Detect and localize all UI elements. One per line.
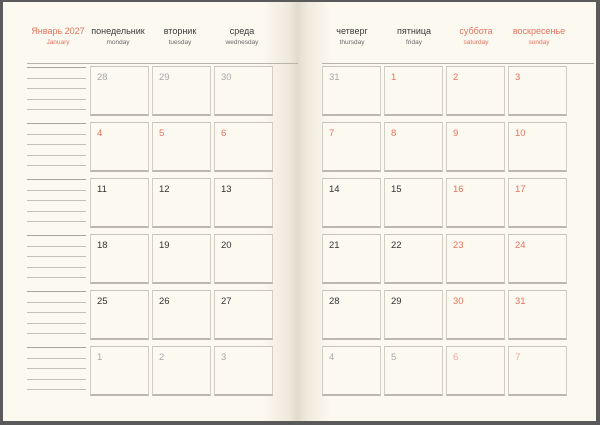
notes-line	[27, 109, 86, 110]
day-cell[interactable]	[508, 122, 567, 172]
day-cell[interactable]	[508, 290, 567, 340]
day-cell[interactable]	[384, 66, 443, 116]
day-number: 26	[159, 296, 170, 307]
day-cell[interactable]	[322, 178, 381, 228]
day-number: 31	[329, 72, 340, 83]
day-cell[interactable]	[384, 346, 443, 396]
notes-line	[27, 246, 86, 247]
day-cell[interactable]	[214, 234, 273, 284]
notes-line	[27, 78, 86, 79]
day-number: 7	[329, 128, 335, 139]
notes-line	[27, 221, 86, 222]
weekday-name-en: monday	[106, 39, 130, 46]
day-number: 10	[515, 128, 526, 139]
day-number: 2	[159, 352, 165, 363]
weekday-header-friday	[383, 26, 445, 47]
day-cell[interactable]	[384, 290, 443, 340]
day-number: 4	[97, 128, 103, 139]
notes-line	[27, 211, 86, 212]
month-title: Январь 2027	[31, 26, 85, 36]
day-number: 5	[391, 352, 397, 363]
day-cell[interactable]	[384, 178, 443, 228]
day-cell[interactable]	[446, 122, 505, 172]
notes-line	[27, 333, 86, 334]
weekday-header-monday	[87, 26, 149, 47]
notes-line	[27, 389, 86, 390]
day-cell[interactable]	[90, 122, 149, 172]
weekday-header-wednesday	[211, 26, 273, 47]
day-cell[interactable]	[152, 66, 211, 116]
day-cell[interactable]	[322, 290, 381, 340]
day-cell[interactable]	[322, 234, 381, 284]
day-number: 28	[329, 296, 340, 307]
day-number: 6	[453, 352, 459, 363]
day-cell[interactable]	[322, 346, 381, 396]
notes-line	[27, 123, 86, 124]
day-cell[interactable]	[446, 346, 505, 396]
day-number: 8	[391, 128, 397, 139]
notes-line	[27, 67, 86, 68]
day-cell[interactable]	[446, 290, 505, 340]
day-number: 28	[97, 72, 108, 83]
day-number: 6	[221, 128, 227, 139]
day-cell[interactable]	[322, 66, 381, 116]
notes-line	[27, 190, 86, 191]
weekday-header-thursday	[321, 26, 383, 47]
notes-line	[27, 368, 86, 369]
day-number: 19	[159, 240, 170, 251]
notes-line	[27, 312, 86, 313]
notes-line	[27, 379, 86, 380]
day-number: 23	[453, 240, 464, 251]
day-cell[interactable]	[90, 346, 149, 396]
day-number: 4	[329, 352, 335, 363]
weekday-header-sunday	[508, 26, 570, 47]
weekday-name: понедельник	[91, 26, 145, 36]
day-cell[interactable]	[214, 178, 273, 228]
header-divider	[27, 63, 298, 64]
day-cell[interactable]	[214, 122, 273, 172]
notes-line	[27, 99, 86, 100]
day-cell[interactable]	[152, 290, 211, 340]
notes-line	[27, 358, 86, 359]
weekday-name: суббота	[459, 26, 493, 36]
day-number: 1	[97, 352, 103, 363]
weekday-name-en: saturday	[463, 39, 489, 46]
notes-line	[27, 155, 86, 156]
day-cell[interactable]	[384, 122, 443, 172]
day-cell[interactable]	[214, 290, 273, 340]
weekday-name-en: friday	[406, 39, 422, 46]
notes-line	[27, 165, 86, 166]
notes-line	[27, 302, 86, 303]
notes-line	[27, 347, 86, 348]
day-cell[interactable]	[322, 122, 381, 172]
day-cell[interactable]	[152, 346, 211, 396]
weekday-header-saturday	[445, 26, 507, 47]
weekday-name: вторник	[163, 26, 197, 36]
month-header	[27, 26, 89, 47]
day-number: 14	[329, 184, 340, 195]
day-number: 29	[391, 296, 402, 307]
notes-line	[27, 277, 86, 278]
day-number: 18	[97, 240, 108, 251]
notes-line	[27, 256, 86, 257]
day-number: 7	[515, 352, 521, 363]
day-cell[interactable]	[508, 234, 567, 284]
left-page	[3, 2, 298, 421]
day-number: 25	[97, 296, 108, 307]
notes-line	[27, 200, 86, 201]
day-cell[interactable]	[508, 346, 567, 396]
day-number: 30	[221, 72, 232, 83]
day-number: 16	[453, 184, 464, 195]
header-divider	[322, 63, 594, 64]
day-number: 15	[391, 184, 402, 195]
day-cell[interactable]	[214, 66, 273, 116]
day-number: 9	[453, 128, 459, 139]
notes-line	[27, 323, 86, 324]
weekday-name: пятница	[396, 26, 432, 36]
day-cell[interactable]	[384, 234, 443, 284]
weekday-name: среда	[229, 26, 255, 36]
day-cell[interactable]	[90, 66, 149, 116]
day-number: 3	[221, 352, 227, 363]
day-number: 2	[453, 72, 459, 83]
day-number: 17	[515, 184, 526, 195]
day-number: 3	[515, 72, 521, 83]
day-cell[interactable]	[214, 346, 273, 396]
day-cell[interactable]	[446, 234, 505, 284]
weekday-header-tuesday	[149, 26, 211, 47]
day-cell[interactable]	[152, 234, 211, 284]
weekday-name: четверг	[336, 26, 368, 36]
notes-line	[27, 179, 86, 180]
day-cell[interactable]	[152, 122, 211, 172]
day-number: 5	[159, 128, 165, 139]
day-number: 11	[97, 184, 107, 195]
day-cell[interactable]	[508, 178, 567, 228]
weekday-name-en: tuesday	[168, 39, 192, 46]
weekday-name-en: thursday	[339, 39, 365, 46]
day-number: 22	[391, 240, 402, 251]
day-cell[interactable]	[90, 290, 149, 340]
day-number: 30	[453, 296, 464, 307]
day-number: 13	[221, 184, 232, 195]
weekday-name-en: wednesday	[225, 39, 259, 46]
day-number: 29	[159, 72, 170, 83]
day-number: 12	[159, 184, 170, 195]
day-number: 21	[329, 240, 340, 251]
day-number: 27	[221, 296, 232, 307]
notes-line	[27, 235, 86, 236]
day-number: 20	[221, 240, 232, 251]
notes-line	[27, 134, 86, 135]
notes-line	[27, 291, 86, 292]
notes-line	[27, 267, 86, 268]
day-number: 24	[515, 240, 526, 251]
day-number: 31	[515, 296, 526, 307]
month-subtitle: January	[46, 39, 70, 46]
day-number: 1	[391, 72, 397, 83]
day-cell[interactable]	[446, 178, 505, 228]
notes-line	[27, 144, 86, 145]
weekday-name-en: sunday	[528, 39, 550, 46]
day-cell[interactable]	[90, 234, 149, 284]
day-cell[interactable]	[90, 178, 149, 228]
day-cell[interactable]	[446, 66, 505, 116]
day-cell[interactable]	[152, 178, 211, 228]
weekday-name: воскресенье	[512, 26, 566, 36]
notes-line	[27, 88, 86, 89]
right-page	[298, 2, 596, 421]
day-cell[interactable]	[508, 66, 567, 116]
